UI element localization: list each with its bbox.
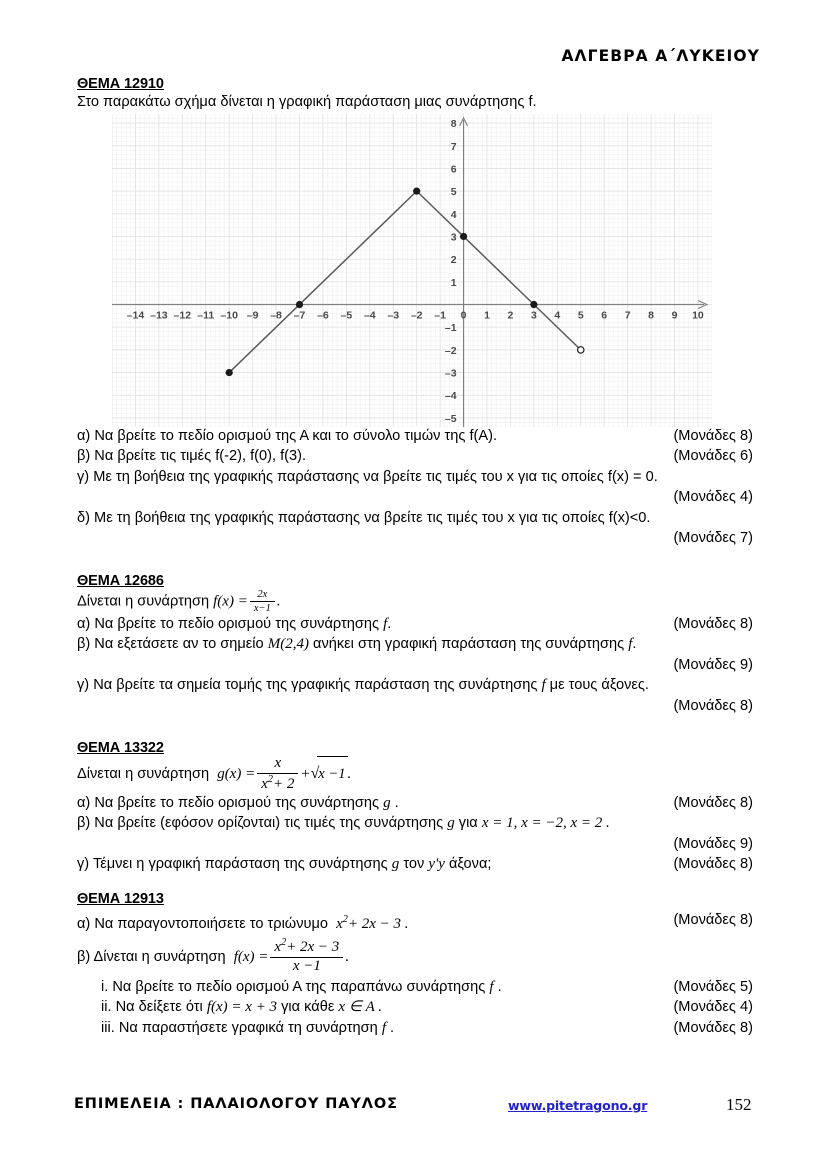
question-12910-a-text: α) Να βρείτε το πεδίο ορισμού της Α και το σύνολο τιμών της f(Α). (77, 427, 498, 444)
marks-13322-b: (Μονάδες 9) (673, 835, 753, 852)
formula-13322-plus: + (300, 766, 311, 783)
formula-13322-gx: g(x) = (217, 766, 256, 783)
x-tick-label: –6 (317, 309, 329, 322)
intro-prefix-12686: Δίνεται η συνάρτηση (77, 592, 210, 609)
section-intro-12910: Στο παρακάτω σχήμα δίνεται η γραφική παράσταση μιας συνάρτησης f. (77, 94, 537, 110)
data-point-filled (530, 301, 537, 308)
marks-12910-b: (Μονάδες 6) (673, 448, 753, 464)
data-point-open (578, 347, 584, 353)
question-13322-b-values: x = 1, x = −2, x = 2 . (481, 815, 610, 832)
function-graph (112, 114, 712, 427)
question-12686-c-p2: με τους άξονες. (549, 677, 649, 694)
grid-minor (112, 114, 712, 427)
section-gap (77, 875, 753, 891)
y-tick-label: 2 (450, 254, 457, 267)
question-12913-b-period: . (345, 948, 350, 965)
question-12910-d (77, 508, 753, 529)
question-12913-ii (77, 997, 753, 1018)
x-tick-label: –11 (197, 309, 215, 322)
section-gap (77, 716, 753, 740)
formula-12686-fx: f(x) = (213, 592, 248, 609)
page-title: ΑΛΓΕΒΡΑ Α΄ΛΥΚΕΙΟΥ (561, 47, 760, 65)
question-13322-c-var: g (391, 856, 400, 873)
question-12913-iii-tail: . (390, 1019, 395, 1036)
question-12686-b (77, 634, 753, 655)
x-tick-label: 2 (507, 309, 514, 322)
marks-13322-a: (Μονάδες 8) (673, 794, 753, 811)
data-point-filled (460, 233, 467, 240)
x-tick-label: –14 (126, 309, 145, 322)
question-12910-d-text: δ) Με τη βοήθεια της γραφικής παράστασης να βρείτε τις τιμές του x για τις οποίες f(x)<0. (77, 509, 651, 526)
intro-prefix-13322: Δίνεται η συνάρτηση (77, 766, 210, 783)
num-base: x (274, 939, 282, 956)
question-12686-c (77, 675, 753, 696)
expr-base: x (336, 915, 343, 932)
question-12910-b-text: β) Να βρείτε τις τιμές f(-2), f(0), f(3). (77, 448, 307, 464)
page-footer (0, 1096, 828, 1122)
fraction-numerator: x (257, 756, 298, 774)
footer-website-link[interactable]: www.pitetragono.gr (508, 1098, 648, 1113)
function-graph-figure (112, 114, 712, 427)
radical-icon: √ (310, 765, 320, 783)
y-tick-label: 1 (450, 276, 457, 289)
marks-13322-c: (Μονάδες 8) (673, 856, 753, 873)
x-tick-label: 1 (484, 309, 490, 322)
question-12913-ii-expr2: x ∈ Α . (338, 999, 383, 1016)
marks-12913-iii: (Μονάδες 8) (673, 1019, 753, 1036)
x-tick-label: –1 (434, 309, 446, 322)
y-tick-label: –2 (444, 344, 457, 357)
x-tick-label: 10 (692, 309, 704, 322)
question-12686-c-var: f (541, 677, 546, 694)
question-12686-b-p1: β) Να εξετάσετε αν το σημείο (77, 636, 264, 653)
x-tick-label: 4 (554, 309, 561, 322)
x-tick-label: –4 (363, 309, 376, 322)
x-tick-label: –12 (173, 309, 192, 322)
data-point-filled (226, 369, 233, 376)
question-13322-b-p2: για (458, 815, 478, 832)
section-intro-12686 (77, 589, 753, 614)
marks-12686-a: (Μονάδες 8) (673, 615, 753, 632)
num-exponent: 2 (281, 937, 287, 949)
question-13322-a-var: g (383, 794, 391, 811)
question-12913-b-p1: β) Δίνεται η συνάρτηση (77, 948, 226, 965)
marks-12910-c: (Μονάδες 4) (673, 489, 753, 505)
question-12913-a (77, 907, 753, 937)
question-12913-b-fraction (270, 938, 343, 975)
question-12913-iii (77, 1018, 753, 1039)
section-title-12686: ΘΕΜΑ 12686 (77, 572, 164, 589)
marks-12913-ii: (Μονάδες 4) (673, 999, 753, 1016)
x-tick-label: 0 (460, 309, 467, 322)
formula-13322-period: . (347, 766, 352, 783)
x-tick-label: –9 (246, 309, 259, 322)
question-12913-ii-p1: ii. Να δείξετε ότι (101, 999, 203, 1016)
question-13322-c-axis: y'y (428, 856, 445, 873)
den-exponent: 2 (267, 773, 273, 785)
data-point-filled (413, 188, 420, 195)
question-12686-a (77, 614, 753, 635)
expr-exponent: 2 (342, 913, 348, 925)
y-tick-label: 7 (450, 140, 457, 153)
question-12913-iii-var: f (381, 1019, 386, 1036)
question-12913-iii-p1: iii. Να παραστήσετε γραφικά τη συνάρτηση (101, 1019, 378, 1036)
question-12913-i (77, 977, 753, 998)
section-title-12913: ΘΕΜΑ 12913 (77, 890, 164, 907)
question-12686-b-point: M(2,4) (267, 636, 309, 653)
question-12686-a-text: α) Να βρείτε το πεδίο ορισμού της συνάρτησης (77, 615, 380, 632)
x-tick-label: –5 (340, 309, 353, 322)
marks-12913-a: (Μονάδες 8) (673, 911, 753, 928)
x-tick-label: –2 (410, 309, 423, 322)
question-13322-b-var: g (447, 815, 455, 832)
question-12686-a-var: f (383, 615, 388, 632)
x-tick-label: 5 (577, 309, 584, 322)
marks-12910-a: (Μονάδες 8) (673, 427, 753, 444)
fraction-numerator: 2x (250, 589, 275, 602)
radicand: x −1 (317, 756, 347, 791)
question-12910-a (77, 426, 753, 447)
y-tick-label: –5 (444, 412, 457, 425)
page-number: 152 (726, 1095, 752, 1114)
marks-12686-c: (Μονάδες 8) (673, 697, 753, 714)
marks-12686-b: (Μονάδες 9) (673, 656, 753, 673)
formula-13322-sqrt (310, 756, 347, 791)
question-12913-ii-expr: f(x) = x + 3 (206, 999, 278, 1016)
y-tick-label: –3 (444, 367, 457, 380)
question-12913-ii-p2: για κάθε (281, 999, 335, 1016)
y-tick-label: 6 (450, 163, 457, 176)
den-base: x (261, 775, 268, 792)
question-13322-c-p1: γ) Τέμνει η γραφική παράσταση της συνάρτησης (77, 856, 388, 873)
question-13322-a-text: α) Να βρείτε το πεδίο ορισμού της συνάρτησης (77, 794, 380, 811)
marks-12913-i: (Μονάδες 5) (673, 978, 753, 995)
question-13322-c-p2: τον (403, 856, 425, 873)
question-12913-a-p1: α) Να παραγοντοποιήσετε το τριώνυμο (77, 915, 329, 932)
section-title-12910: ΘΕΜΑ 12910 (77, 76, 164, 92)
question-12686-c-p1: γ) Να βρείτε τα σημεία τομής της γραφικής παράσταση της συνάρτησης (77, 677, 538, 694)
marks-12910-d: (Μονάδες 7) (673, 530, 753, 546)
question-12686-b-tail: . (632, 636, 637, 653)
den-tail: + 2 (272, 775, 295, 792)
question-12913-a-expr (336, 913, 409, 932)
y-tick-label: 5 (450, 186, 457, 199)
y-tick-label: –4 (444, 390, 457, 403)
question-12910-c (77, 467, 753, 488)
x-tick-label: 8 (648, 309, 654, 322)
y-tick-label: 8 (450, 118, 457, 131)
x-tick-label: –10 (220, 309, 238, 322)
section-gap (77, 549, 753, 573)
x-tick-label: 3 (530, 309, 537, 322)
section-title-13322: ΘΕΜΑ 13322 (77, 740, 164, 757)
data-point-filled (296, 301, 303, 308)
y-tick-label: 4 (450, 208, 457, 221)
formula-12686-fraction (250, 589, 275, 614)
formula-13322-fraction (257, 756, 298, 793)
question-13322-a (77, 793, 753, 814)
x-tick-label: –8 (270, 309, 282, 322)
question-12686-a-tail: . (387, 615, 392, 632)
fraction-numerator (270, 938, 343, 958)
num-tail: + 2x − 3 (286, 939, 340, 956)
fraction-denominator: x−1 (253, 602, 271, 614)
x-tick-label: 7 (624, 309, 631, 322)
fraction-denominator (257, 774, 298, 793)
question-12913-i-var: f (489, 978, 494, 995)
y-tick-label: 3 (450, 231, 457, 244)
question-12910-c-text: γ) Με τη βοήθεια της γραφικής παράστασης να βρείτε τις τιμές του x για τις οποίες f(x) = 0. (77, 468, 658, 485)
x-tick-label: –13 (150, 309, 168, 322)
question-12913-b-fx: f(x) = (233, 948, 269, 965)
question-13322-b (77, 813, 753, 834)
x-tick-label: 9 (671, 309, 678, 322)
x-tick-label: 6 (601, 309, 608, 322)
fraction-denominator: x −1 (292, 958, 321, 975)
question-12913-i-tail: . (497, 978, 502, 995)
question-13322-a-tail: . (394, 794, 399, 811)
question-12686-b-p2: ανήκει στη γραφική παράσταση της συνάρτησης (313, 636, 625, 653)
formula-12686-period: . (276, 592, 281, 609)
section-intro-13322 (77, 756, 753, 793)
question-13322-c (77, 854, 753, 875)
question-12910-b (77, 446, 753, 467)
x-tick-label: –3 (387, 309, 400, 322)
footer-author: ΕΠΙΜΕΛΕΙΑ : ΠΑΛΑΙΟΛΟΓΟΥ ΠΑΥΛΟΣ (74, 1096, 398, 1112)
question-13322-c-p3: άξονα; (448, 856, 492, 873)
question-12913-i-p1: i. Να βρείτε το πεδίο ορισμού Α της παραπάνω συνάρτησης (101, 978, 486, 995)
question-12686-b-var: f (628, 636, 633, 653)
expr-tail: + 2x − 3 . (347, 915, 409, 932)
y-tick-label: –1 (444, 322, 457, 335)
question-12913-b (77, 937, 753, 977)
x-tick-label: –7 (293, 309, 306, 322)
question-13322-b-p1: β) Να βρείτε (εφόσον ορίζονται) τις τιμές της συνάρτησης (77, 815, 444, 832)
